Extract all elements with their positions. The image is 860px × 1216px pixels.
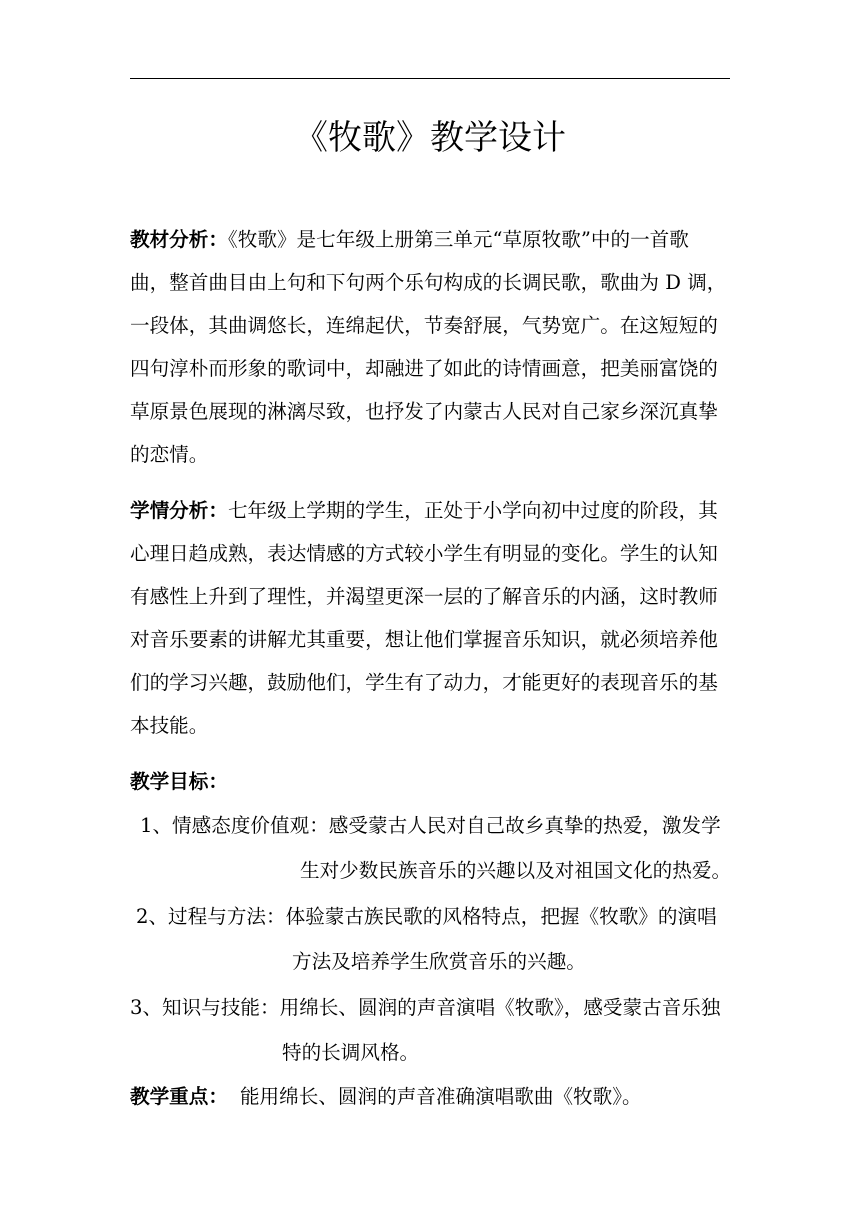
material-analysis-label: 教材分析： (130, 228, 228, 251)
material-analysis-line-2: 曲，整首曲目由上句和下句两个乐句构成的长调民歌，歌曲为 D 调， (130, 271, 727, 294)
key-points-text: 能用绵长、圆润的声音准确演唱歌曲《牧歌》。 (239, 1085, 642, 1108)
material-analysis-line-6: 的恋情。 (130, 443, 209, 466)
student-analysis-line-2: 心理日趋成熟，表达情感的方式较小学生有明显的变化。学生的认知 (130, 542, 718, 565)
student-analysis-text: 七年级上学期的学生，正处于小学向初中过度的阶段，其 (227, 499, 718, 522)
student-analysis-line-3: 有感性上升到了理性，并渴望更深一层的了解音乐的内涵，这时教师 (130, 585, 718, 608)
objective-2-line-1: 2、过程与方法：体验蒙古族民歌的风格特点，把握《牧歌》的演唱 (136, 905, 717, 928)
objective-3-line-1: 3、知识与技能：用绵长、圆润的声音演唱《牧歌》，感受蒙古音乐独 (130, 996, 721, 1019)
student-analysis-label: 学情分析： (130, 499, 228, 522)
objective-1-line-1: 1、情感态度价值观：感受蒙古人民对自己故乡真挚的热爱，激发学 (140, 814, 721, 837)
key-points-line (130, 1083, 642, 1111)
material-analysis-line-1 (130, 226, 689, 254)
material-analysis-line-5: 草原景色展现的淋漓尽致，也抒发了内蒙古人民对自己家乡深沉真挚 (130, 400, 718, 423)
header-rule (130, 78, 730, 79)
student-analysis-line-1 (130, 497, 718, 525)
material-analysis-line-4: 四句淳朴而形象的歌词中，却融进了如此的诗情画意，把美丽富饶的 (130, 357, 718, 380)
objective-2-line-2: 方法及培养学生欣赏音乐的兴趣。 (292, 950, 586, 973)
objectives-heading: 教学目标： (130, 770, 228, 793)
material-analysis-line-3: 一段体，其曲调悠长，连绵起伏，节奏舒展，气势宽广。在这短短的 (130, 314, 718, 337)
key-points-label: 教学重点： (130, 1085, 228, 1108)
student-analysis-line-6: 本技能。 (130, 714, 209, 737)
document-title: 《牧歌》教学设计 (294, 118, 566, 158)
student-analysis-line-4: 对音乐要素的讲解尤其重要，想让他们掌握音乐知识，就必须培养他 (130, 628, 718, 651)
objective-3-line-2: 特的长调风格。 (282, 1041, 420, 1064)
student-analysis-line-5: 们的学习兴趣，鼓励他们，学生有了动力，才能更好的表现音乐的基 (130, 671, 718, 694)
material-analysis-text: 《牧歌》是七年级上册第三单元“草原牧歌”中的一首歌 (227, 228, 689, 251)
objective-1-line-2: 生对少数民族音乐的兴趣以及对祖国文化的热爱。 (300, 859, 732, 882)
